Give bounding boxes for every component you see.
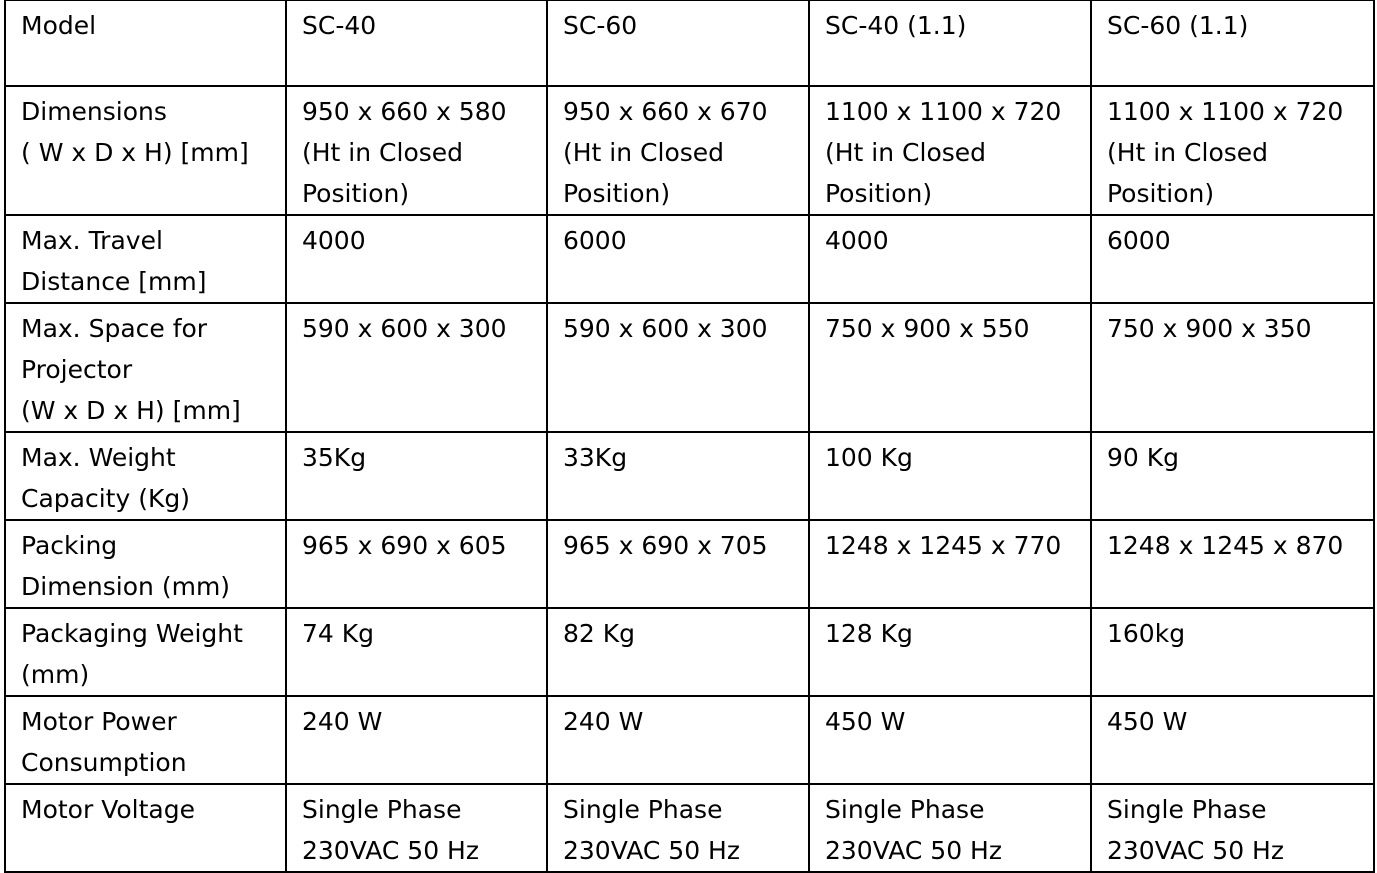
table-cell: 6000: [1091, 215, 1374, 303]
table-cell: 450 W: [809, 696, 1091, 784]
table-row-packaging-weight: [5, 608, 1374, 696]
table-cell: 750 x 900 x 550: [809, 303, 1091, 432]
table-cell: SC-40 (1.1): [809, 1, 1091, 87]
table-cell: 240 W: [547, 696, 809, 784]
table-row-packing-dimension: [5, 520, 1374, 608]
table-cell: 6000: [547, 215, 809, 303]
table-cell: 590 x 600 x 300: [286, 303, 547, 432]
table-cell: 35Kg: [286, 432, 547, 520]
table-cell: Single Phase 230VAC 50 Hz: [547, 784, 809, 872]
row-label: Motor Power Consumption: [5, 696, 286, 784]
table-cell: 750 x 900 x 350: [1091, 303, 1374, 432]
table-cell: 950 x 660 x 580 (Ht in Closed Position): [286, 86, 547, 215]
table-cell: 590 x 600 x 300: [547, 303, 809, 432]
table-row-model: [5, 1, 1374, 87]
table-cell: SC-40: [286, 1, 547, 87]
table-row-motor-power: [5, 696, 1374, 784]
row-label: Motor Voltage: [5, 784, 286, 872]
row-label: Model: [5, 1, 286, 87]
table-cell: 4000: [286, 215, 547, 303]
table-cell: 128 Kg: [809, 608, 1091, 696]
table-cell: Single Phase 230VAC 50 Hz: [286, 784, 547, 872]
table-cell: 100 Kg: [809, 432, 1091, 520]
row-label: Max. Space for Projector (W x D x H) [mm]: [5, 303, 286, 432]
row-label: Packaging Weight (mm): [5, 608, 286, 696]
table-cell: SC-60 (1.1): [1091, 1, 1374, 87]
table-cell: 90 Kg: [1091, 432, 1374, 520]
table-cell: Single Phase 230VAC 50 Hz: [809, 784, 1091, 872]
table-cell: 450 W: [1091, 696, 1374, 784]
table-cell: 4000: [809, 215, 1091, 303]
table-cell: 950 x 660 x 670 (Ht in Closed Position): [547, 86, 809, 215]
table-cell: 1248 x 1245 x 870: [1091, 520, 1374, 608]
row-label: Max. Travel Distance [mm]: [5, 215, 286, 303]
table-cell: 160kg: [1091, 608, 1374, 696]
row-label: Max. Weight Capacity (Kg): [5, 432, 286, 520]
table-row-motor-voltage: [5, 784, 1374, 872]
table-cell: SC-60: [547, 1, 809, 87]
spec-table: [4, 0, 1375, 873]
table-cell: 1100 x 1100 x 720 (Ht in Closed Position): [1091, 86, 1374, 215]
table-cell: Single Phase 230VAC 50 Hz: [1091, 784, 1374, 872]
table-cell: 33Kg: [547, 432, 809, 520]
table-cell: 1248 x 1245 x 770: [809, 520, 1091, 608]
table-row-travel-distance: [5, 215, 1374, 303]
table-cell: 965 x 690 x 605: [286, 520, 547, 608]
table-cell: 965 x 690 x 705: [547, 520, 809, 608]
table-row-weight-capacity: [5, 432, 1374, 520]
row-label: Packing Dimension (mm): [5, 520, 286, 608]
table-row-projector-space: [5, 303, 1374, 432]
table-cell: 82 Kg: [547, 608, 809, 696]
table-cell: 74 Kg: [286, 608, 547, 696]
row-label: Dimensions ( W x D x H) [mm]: [5, 86, 286, 215]
table-row-dimensions: [5, 86, 1374, 215]
table-cell: 240 W: [286, 696, 547, 784]
table-cell: 1100 x 1100 x 720 (Ht in Closed Position): [809, 86, 1091, 215]
